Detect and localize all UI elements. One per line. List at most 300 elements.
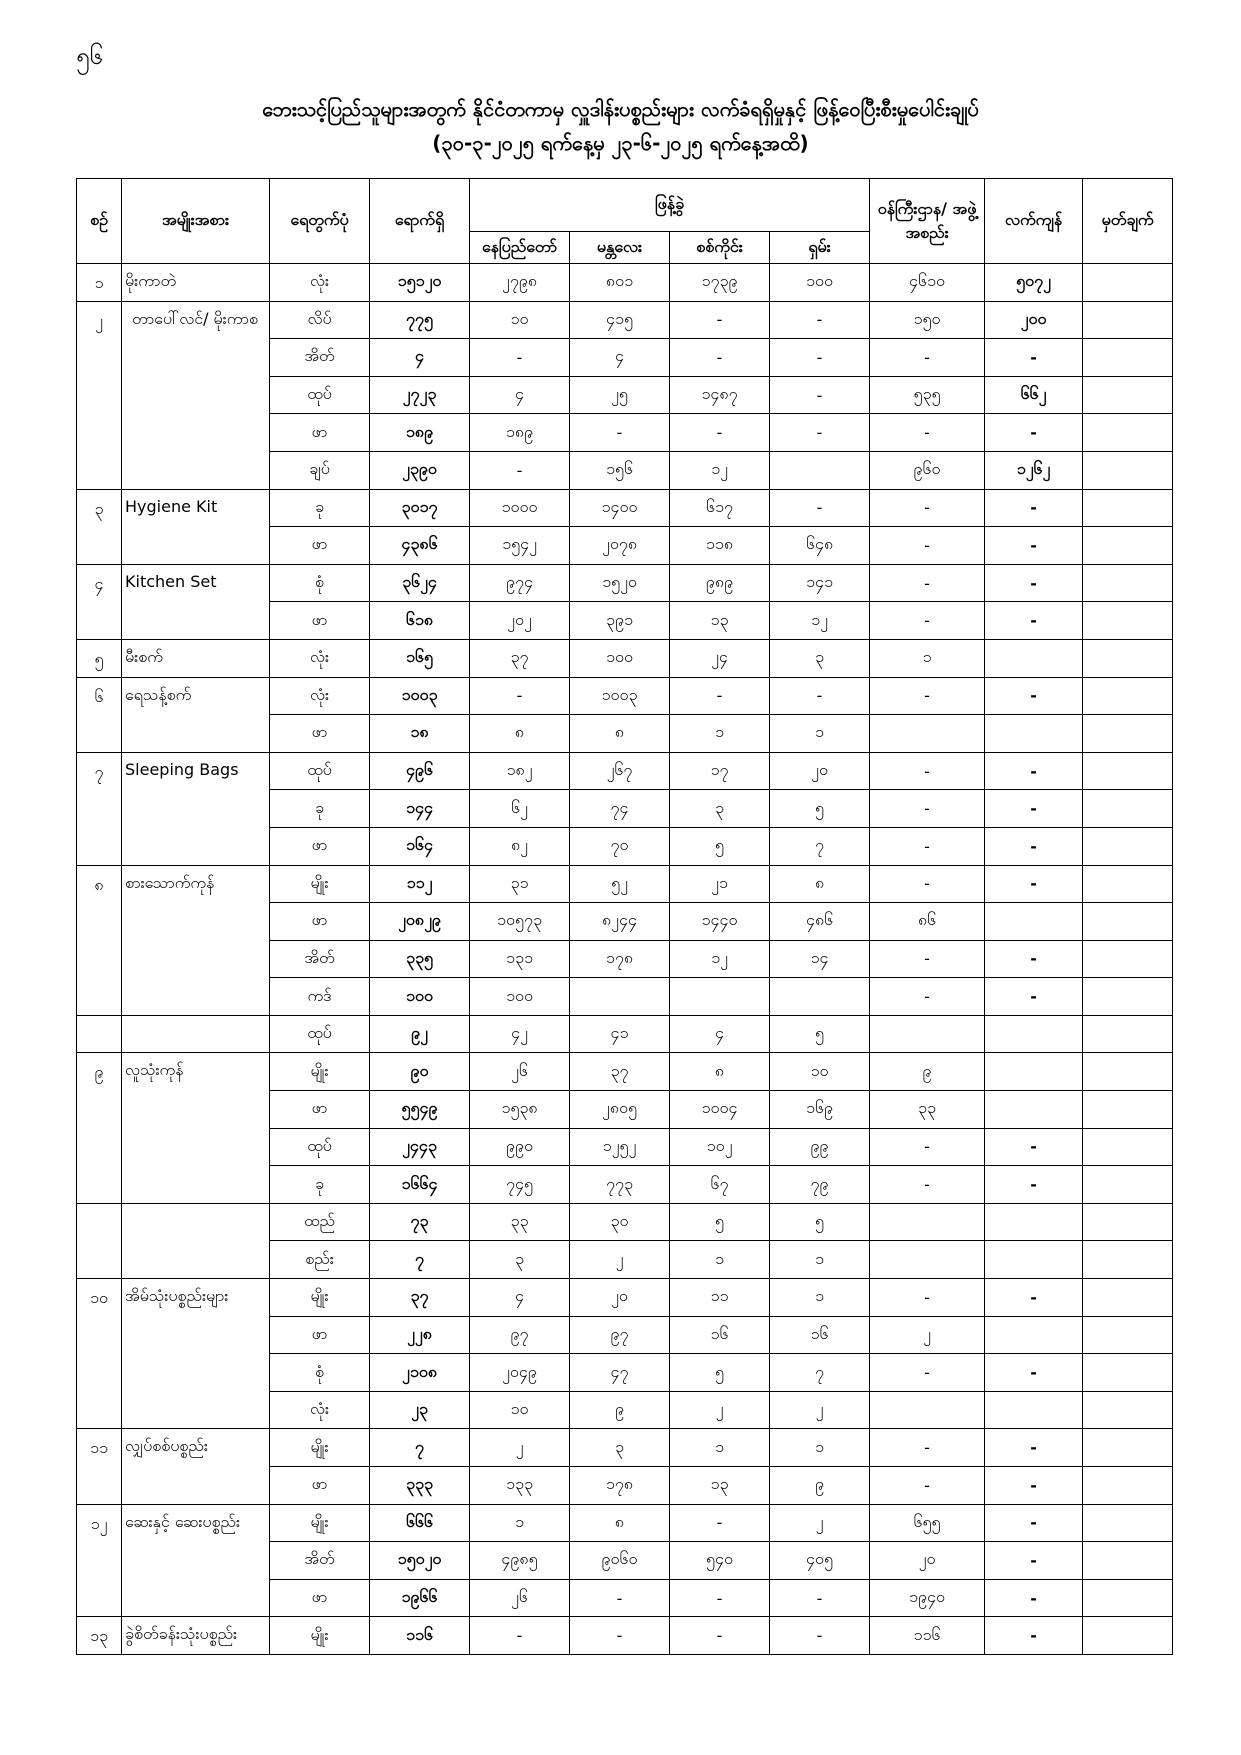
item-type: ရေသန့်စက် — [122, 677, 270, 752]
ministry-cell: ၅၃၅ — [870, 376, 985, 414]
remaining-cell — [985, 1391, 1083, 1429]
row-number — [77, 1015, 122, 1053]
sagaing-cell: ၆၁၇ — [670, 489, 770, 527]
title-line-1: ဘေးသင့်ပြည်သူများအတွက် နိုင်ငံတကာမှ လှူဒါန်းပစ္စည်းများ လက်ခံရရှိမှုနှင့် ဖြန့်ဝေပြီးစီးမှုပေါင်းချုပ် — [262, 97, 979, 121]
ministry-cell: - — [870, 790, 985, 828]
npt-cell: ၄၂ — [470, 1015, 570, 1053]
header-remaining: လက်ကျန် — [985, 179, 1083, 264]
received-cell: ၁၈၉ — [370, 414, 470, 452]
table-row — [77, 1279, 1173, 1317]
received-cell: ၇၇၅ — [370, 301, 470, 339]
shan-cell: ၂ — [770, 1391, 870, 1429]
header-shan: ရှမ်း — [770, 232, 870, 264]
remaining-cell: - — [985, 564, 1083, 602]
remark-cell — [1083, 1429, 1173, 1467]
received-cell: ၃၇ — [370, 1279, 470, 1317]
unit-cell: လုံး — [270, 1391, 370, 1429]
ministry-cell: ၁ — [870, 639, 985, 677]
npt-cell: ၂၆ — [470, 1053, 570, 1091]
ministry-cell — [870, 715, 985, 753]
remaining-cell: - — [985, 1579, 1083, 1617]
sagaing-cell: ၁၄၄၀ — [670, 903, 770, 941]
remaining-cell: - — [985, 865, 1083, 903]
shan-cell: ၁ — [770, 715, 870, 753]
remaining-cell: - — [985, 978, 1083, 1016]
sagaing-cell: ၁၁၈ — [670, 527, 770, 565]
mdy-cell: ၂၆၇ — [570, 752, 670, 790]
item-type: Hygiene Kit — [122, 489, 270, 564]
received-cell: ၃၀၁၇ — [370, 489, 470, 527]
shan-cell — [770, 978, 870, 1016]
npt-cell: ၇၄၅ — [470, 1166, 570, 1204]
unit-cell: စည်း — [270, 1241, 370, 1279]
received-cell: ၄ — [370, 339, 470, 377]
received-cell: ၁၁၆ — [370, 1617, 470, 1655]
ministry-cell: ၆၅၅ — [870, 1504, 985, 1542]
received-cell: ၂၃ — [370, 1391, 470, 1429]
unit-cell: ထည် — [270, 1203, 370, 1241]
shan-cell: ၈ — [770, 865, 870, 903]
remark-cell — [1083, 1241, 1173, 1279]
mdy-cell: ၂ — [570, 1241, 670, 1279]
npt-cell: ၉၇ — [470, 1316, 570, 1354]
mdy-cell: ၇၀ — [570, 827, 670, 865]
mdy-cell: ၂၀၇၈ — [570, 527, 670, 565]
npt-cell: - — [470, 339, 570, 377]
npt-cell: ၂ — [470, 1429, 570, 1467]
npt-cell: ၃၁ — [470, 865, 570, 903]
shan-cell: ၁ — [770, 1279, 870, 1317]
shan-cell: - — [770, 1617, 870, 1655]
sagaing-cell: ၅၄၀ — [670, 1542, 770, 1580]
unit-cell: မျိုး — [270, 1429, 370, 1467]
shan-cell: - — [770, 301, 870, 339]
sagaing-cell: ၅ — [670, 1354, 770, 1392]
received-cell: ၉၂ — [370, 1015, 470, 1053]
remark-cell — [1083, 978, 1173, 1016]
npt-cell: ၂၇၉၈ — [470, 264, 570, 302]
ministry-cell: ၃၃ — [870, 1091, 985, 1129]
sagaing-cell: - — [670, 1579, 770, 1617]
ministry-cell: - — [870, 677, 985, 715]
sagaing-cell: ၁၄၈၇ — [670, 376, 770, 414]
remaining-cell: - — [985, 339, 1083, 377]
ministry-cell: ၂၀ — [870, 1542, 985, 1580]
remark-cell — [1083, 677, 1173, 715]
shan-cell: ၇ — [770, 1354, 870, 1392]
shan-cell: - — [770, 489, 870, 527]
remaining-cell — [985, 1203, 1083, 1241]
remark-cell — [1083, 1015, 1173, 1053]
sagaing-cell: ၁၂ — [670, 451, 770, 489]
remark-cell — [1083, 903, 1173, 941]
header-row — [77, 179, 1173, 232]
shan-cell: ၅ — [770, 1203, 870, 1241]
ministry-cell: ၁၁၆ — [870, 1617, 985, 1655]
sagaing-cell: ၈ — [670, 1053, 770, 1091]
unit-cell: မျိုး — [270, 865, 370, 903]
mdy-cell: ၈ — [570, 715, 670, 753]
remaining-cell: ၁၂၆၂ — [985, 451, 1083, 489]
sagaing-cell: ၁၀၂ — [670, 1128, 770, 1166]
ministry-cell: - — [870, 1128, 985, 1166]
remaining-cell — [985, 1015, 1083, 1053]
header-npt: နေပြည်တော် — [470, 232, 570, 264]
shan-cell: ၂၀ — [770, 752, 870, 790]
remaining-cell: - — [985, 1128, 1083, 1166]
unit-cell: အိတ် — [270, 339, 370, 377]
received-cell: ၁၅၁၂၀ — [370, 264, 470, 302]
ministry-cell: - — [870, 1166, 985, 1204]
mdy-cell: ၉ — [570, 1391, 670, 1429]
remark-cell — [1083, 527, 1173, 565]
unit-cell: လုံး — [270, 639, 370, 677]
ministry-cell: - — [870, 602, 985, 640]
shan-cell: ၁ — [770, 1241, 870, 1279]
ministry-cell — [870, 1203, 985, 1241]
ministry-cell: - — [870, 489, 985, 527]
ministry-cell — [870, 1241, 985, 1279]
mdy-cell: ၅၂ — [570, 865, 670, 903]
row-number: ၂ — [77, 301, 122, 489]
mdy-cell: ၉၀၆၀ — [570, 1542, 670, 1580]
table-row — [77, 489, 1173, 527]
npt-cell: ၁၃၃ — [470, 1467, 570, 1505]
unit-cell: ဖာ — [270, 1316, 370, 1354]
shan-cell: ၁၆၉ — [770, 1091, 870, 1129]
remaining-cell: - — [985, 1542, 1083, 1580]
sagaing-cell: ၁၃ — [670, 1467, 770, 1505]
unit-cell: ဖာ — [270, 1467, 370, 1505]
sagaing-cell: ၂ — [670, 1391, 770, 1429]
unit-cell: ချပ် — [270, 451, 370, 489]
shan-cell: ၁၀ — [770, 1053, 870, 1091]
received-cell: ၇ — [370, 1241, 470, 1279]
unit-cell: ဖာ — [270, 1091, 370, 1129]
remaining-cell — [985, 639, 1083, 677]
unit-cell: ဖာ — [270, 715, 370, 753]
mdy-cell: ၄၁ — [570, 1015, 670, 1053]
received-cell: ၁၆၅ — [370, 639, 470, 677]
shan-cell: - — [770, 376, 870, 414]
remaining-cell — [985, 1053, 1083, 1091]
mdy-cell: - — [570, 1579, 670, 1617]
remaining-cell: ၂၀၀ — [985, 301, 1083, 339]
mdy-cell: ၁၇၈ — [570, 1467, 670, 1505]
remark-cell — [1083, 865, 1173, 903]
npt-cell: ၃၃ — [470, 1203, 570, 1241]
ministry-cell: - — [870, 414, 985, 452]
sagaing-cell: ၁၂ — [670, 940, 770, 978]
ministry-cell: ၂ — [870, 1316, 985, 1354]
mdy-cell: - — [570, 414, 670, 452]
header-remark: မှတ်ချက် — [1083, 179, 1173, 264]
remark-cell — [1083, 414, 1173, 452]
remark-cell — [1083, 1203, 1173, 1241]
npt-cell: ၁၅၄၂ — [470, 527, 570, 565]
remaining-cell: - — [985, 790, 1083, 828]
ministry-cell: - — [870, 1429, 985, 1467]
table-row — [77, 1053, 1173, 1091]
remaining-cell: - — [985, 1354, 1083, 1392]
remaining-cell: - — [985, 602, 1083, 640]
ministry-cell: ၁၉၄၀ — [870, 1579, 985, 1617]
received-cell: ၇၃ — [370, 1203, 470, 1241]
received-cell: ၁၆၄ — [370, 827, 470, 865]
remark-cell — [1083, 264, 1173, 302]
unit-cell: လုံး — [270, 677, 370, 715]
sagaing-cell: - — [670, 677, 770, 715]
npt-cell: ၁၀၀ — [470, 978, 570, 1016]
received-cell: ၆၆၆ — [370, 1504, 470, 1542]
ministry-cell: - — [870, 1467, 985, 1505]
remaining-cell: - — [985, 940, 1083, 978]
table-row — [77, 639, 1173, 677]
ministry-cell: - — [870, 1279, 985, 1317]
received-cell: ၂၀၈၂၉ — [370, 903, 470, 941]
mdy-cell: ၇၄ — [570, 790, 670, 828]
unit-cell: ခု — [270, 790, 370, 828]
shan-cell: ၁၆ — [770, 1316, 870, 1354]
npt-cell: ၂၀၂ — [470, 602, 570, 640]
mdy-cell: - — [570, 1617, 670, 1655]
remaining-cell: - — [985, 1467, 1083, 1505]
sagaing-cell: - — [670, 1617, 770, 1655]
npt-cell: ၁၀ — [470, 301, 570, 339]
npt-cell: ၄ — [470, 376, 570, 414]
received-cell: ၁၅၀၂၀ — [370, 1542, 470, 1580]
header-unit: ရေတွက်ပုံ — [270, 179, 370, 264]
row-number: ၆ — [77, 677, 122, 752]
shan-cell: ၇၉ — [770, 1166, 870, 1204]
row-number: ၁၀ — [77, 1279, 122, 1429]
remaining-cell: - — [985, 752, 1083, 790]
received-cell: ၆၁၈ — [370, 602, 470, 640]
table-row — [77, 1617, 1173, 1655]
row-number: ၅ — [77, 639, 122, 677]
shan-cell: - — [770, 1579, 870, 1617]
remark-cell — [1083, 1542, 1173, 1580]
table-row — [77, 865, 1173, 903]
npt-cell: ၁၃၁ — [470, 940, 570, 978]
shan-cell: - — [770, 339, 870, 377]
npt-cell: ၉၉၀ — [470, 1128, 570, 1166]
ministry-cell: ၈၆ — [870, 903, 985, 941]
sagaing-cell: ၁၇ — [670, 752, 770, 790]
mdy-cell: ၁၄၀၀ — [570, 489, 670, 527]
header-type: အမျိုးအစား — [122, 179, 270, 264]
mdy-cell: ၂၈၀၅ — [570, 1091, 670, 1129]
table-row — [77, 1504, 1173, 1542]
shan-cell: ၃ — [770, 639, 870, 677]
remark-cell — [1083, 752, 1173, 790]
npt-cell: ၁၅၃၈ — [470, 1091, 570, 1129]
npt-cell: ၁၀၀၀ — [470, 489, 570, 527]
mdy-cell: ၁၀၀ — [570, 639, 670, 677]
sagaing-cell: ၂၁ — [670, 865, 770, 903]
received-cell: ၄၃၈၆ — [370, 527, 470, 565]
unit-cell: ထုပ် — [270, 376, 370, 414]
item-type — [122, 1203, 270, 1278]
ministry-cell: - — [870, 339, 985, 377]
row-number: ၉ — [77, 1053, 122, 1203]
mdy-cell: ၁၇၈ — [570, 940, 670, 978]
item-type: မိုးကာတဲ — [122, 264, 270, 302]
table-row — [77, 264, 1173, 302]
mdy-cell: ၈၀၁ — [570, 264, 670, 302]
ministry-cell: - — [870, 527, 985, 565]
unit-cell: ကဒ် — [270, 978, 370, 1016]
page-number: ၅၆ — [76, 42, 103, 70]
mdy-cell: ၃၀ — [570, 1203, 670, 1241]
ministry-cell: ၉ — [870, 1053, 985, 1091]
item-type: အိမ်သုံးပစ္စည်းများ — [122, 1279, 270, 1429]
remark-cell — [1083, 827, 1173, 865]
npt-cell: ၁၈၉ — [470, 414, 570, 452]
header-ministry: ဝန်ကြီးဌာန/ အဖွဲ့အစည်း — [870, 179, 985, 264]
received-cell: ၂၄၄၃ — [370, 1128, 470, 1166]
received-cell: ၁၀၀ — [370, 978, 470, 1016]
remark-cell — [1083, 790, 1173, 828]
shan-cell: ၄၈၆ — [770, 903, 870, 941]
unit-cell: ဖာ — [270, 827, 370, 865]
unit-cell: ဖာ — [270, 1579, 370, 1617]
received-cell: ၂၁၀၈ — [370, 1354, 470, 1392]
remark-cell — [1083, 1617, 1173, 1655]
item-type: မီးစက် — [122, 639, 270, 677]
mdy-cell: ၃၇ — [570, 1053, 670, 1091]
item-type: ခွဲစိတ်ခန်းသုံးပစ္စည်း — [122, 1617, 270, 1655]
received-cell: ၉၀ — [370, 1053, 470, 1091]
remark-cell — [1083, 1467, 1173, 1505]
npt-cell: ၃ — [470, 1241, 570, 1279]
table-row — [77, 677, 1173, 715]
table-row — [77, 1015, 1173, 1053]
unit-cell: မျိုး — [270, 1279, 370, 1317]
npt-cell: - — [470, 677, 570, 715]
row-number: ၇ — [77, 752, 122, 865]
remark-cell — [1083, 602, 1173, 640]
remaining-cell: - — [985, 1279, 1083, 1317]
mdy-cell: ၁၂၅၂ — [570, 1128, 670, 1166]
remark-cell — [1083, 301, 1173, 339]
received-cell: ၇ — [370, 1429, 470, 1467]
shan-cell: ၅ — [770, 1015, 870, 1053]
unit-cell: မျိုး — [270, 1617, 370, 1655]
unit-cell: လိပ် — [270, 301, 370, 339]
remaining-cell: - — [985, 1617, 1083, 1655]
mdy-cell: ၁၅၆ — [570, 451, 670, 489]
npt-cell: ၂၆ — [470, 1579, 570, 1617]
header-received: ရောက်ရှိ — [370, 179, 470, 264]
remaining-cell: - — [985, 1504, 1083, 1542]
received-cell: ၁၄၄ — [370, 790, 470, 828]
remark-cell — [1083, 1166, 1173, 1204]
remark-cell — [1083, 639, 1173, 677]
item-type — [122, 1015, 270, 1053]
npt-cell: ၂၀၄၉ — [470, 1354, 570, 1392]
remaining-cell: - — [985, 489, 1083, 527]
ministry-cell — [870, 1015, 985, 1053]
remark-cell — [1083, 1354, 1173, 1392]
ministry-cell: - — [870, 978, 985, 1016]
remark-cell — [1083, 1279, 1173, 1317]
shan-cell: - — [770, 677, 870, 715]
remaining-cell: - — [985, 1429, 1083, 1467]
remark-cell — [1083, 451, 1173, 489]
unit-cell: ဖာ — [270, 602, 370, 640]
mdy-cell: ၂၀ — [570, 1279, 670, 1317]
received-cell: ၁၈ — [370, 715, 470, 753]
table-row — [77, 752, 1173, 790]
ministry-cell: - — [870, 865, 985, 903]
received-cell: ၂၃၉၀ — [370, 451, 470, 489]
sagaing-cell — [670, 978, 770, 1016]
ministry-cell: - — [870, 1354, 985, 1392]
remark-cell — [1083, 1391, 1173, 1429]
row-number: ၁၁ — [77, 1429, 122, 1504]
npt-cell: ၁၈၂ — [470, 752, 570, 790]
sagaing-cell: ၅ — [670, 1203, 770, 1241]
mdy-cell: ၈ — [570, 1504, 670, 1542]
table-row — [77, 1429, 1173, 1467]
unit-cell: စုံ — [270, 1354, 370, 1392]
shan-cell: ၁၀၀ — [770, 264, 870, 302]
sagaing-cell: - — [670, 339, 770, 377]
ministry-cell: ၁၅၀ — [870, 301, 985, 339]
sagaing-cell: ၁၇၃၉ — [670, 264, 770, 302]
title-block — [0, 92, 1241, 160]
table-row — [77, 564, 1173, 602]
shan-cell: - — [770, 414, 870, 452]
remaining-cell: - — [985, 827, 1083, 865]
npt-cell: ၈ — [470, 715, 570, 753]
shan-cell — [770, 451, 870, 489]
unit-cell: ဖာ — [270, 414, 370, 452]
remark-cell — [1083, 1128, 1173, 1166]
mdy-cell: ၁၅၂၀ — [570, 564, 670, 602]
sagaing-cell: ၄ — [670, 1015, 770, 1053]
header-sagaing: စစ်ကိုင်း — [670, 232, 770, 264]
sagaing-cell: - — [670, 1504, 770, 1542]
unit-cell: ဖာ — [270, 903, 370, 941]
ministry-cell: - — [870, 564, 985, 602]
item-type: Kitchen Set — [122, 564, 270, 639]
mdy-cell: ၃၉၁ — [570, 602, 670, 640]
remaining-cell — [985, 1241, 1083, 1279]
ministry-cell: - — [870, 752, 985, 790]
received-cell: ၁၆၆၄ — [370, 1166, 470, 1204]
ministry-cell: - — [870, 940, 985, 978]
remark-cell — [1083, 339, 1173, 377]
received-cell: ၂၇၂၃ — [370, 376, 470, 414]
row-number — [77, 1203, 122, 1278]
remark-cell — [1083, 1091, 1173, 1129]
remaining-cell: - — [985, 677, 1083, 715]
row-number: ၃ — [77, 489, 122, 564]
unit-cell: ထုပ် — [270, 752, 370, 790]
unit-cell: အိတ် — [270, 940, 370, 978]
item-type: တာပေါ်လင်/ မိုးကာစ — [122, 301, 270, 489]
unit-cell: ဖာ — [270, 527, 370, 565]
row-number: ၁ — [77, 264, 122, 302]
sagaing-cell: - — [670, 414, 770, 452]
title-line-2: (၃၀-၃-၂၀၂၅ ရက်နေ့မှ ၂၃-၆-၂၀၂၅ ရက်နေ့အထိ) — [432, 131, 809, 155]
shan-cell: ၁၂ — [770, 602, 870, 640]
sagaing-cell: ၆၇ — [670, 1166, 770, 1204]
unit-cell: ထုပ် — [270, 1128, 370, 1166]
mdy-cell: ၄၁၅ — [570, 301, 670, 339]
